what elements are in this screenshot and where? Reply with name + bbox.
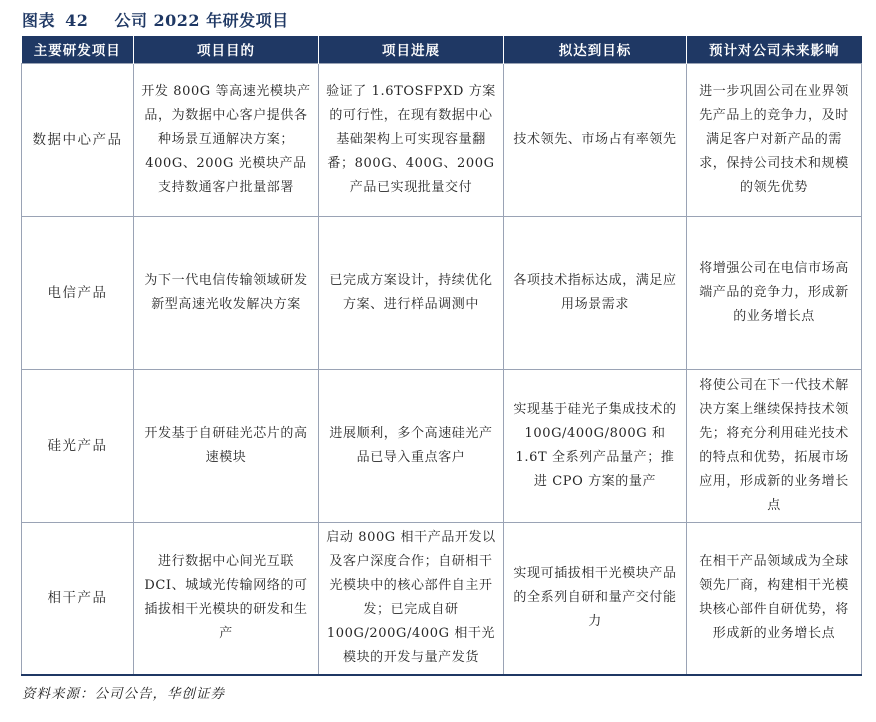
cell-target: 实现基于硅光子集成技术的 100G/400G/800G 和 1.6T 全系列产品量产；推进 CPO 方案的量产 [504,369,687,522]
cell-progress: 启动 800G 相干产品开发以及客户深度合作；自研相干光模块中的核心部件自主开发；已完成自研 100G/200G/400G 相干光模块的开发与量产发货 [319,522,504,675]
cell-impact: 进一步巩固公司在业界领先产品上的竞争力，及时满足客户对新产品的需求，保持公司技术和规模的领先优势 [687,63,862,216]
table-header-row [22,36,862,63]
table [21,36,862,676]
cell-purpose: 开发 800G 等高速光模块产品，为数据中心客户提供各种场景互通解决方案；400G、200G 光模块产品支持数通客户批量部署 [134,63,319,216]
cell-category: 电信产品 [22,216,134,369]
figure-label: 图表 [22,11,56,30]
cell-target: 各项技术指标达成，满足应用场景需求 [504,216,687,369]
cell-impact: 将增强公司在电信市场高端产品的竞争力，形成新的业务增长点 [687,216,862,369]
header-progress: 项目进展 [319,36,504,63]
table-row [22,369,862,522]
cell-progress: 进展顺利，多个高速硅光产品已导入重点客户 [319,369,504,522]
header-target: 拟达到目标 [504,36,687,63]
figure-title [22,8,862,31]
table-row [22,216,862,369]
cell-purpose: 开发基于自研硅光芯片的高速模块 [134,369,319,522]
cell-category: 数据中心产品 [22,63,134,216]
table-row [22,63,862,216]
header-category: 主要研发项目 [22,36,134,63]
rd-projects-table [21,36,861,676]
cell-category: 相干产品 [22,522,134,675]
cell-impact: 将使公司在下一代技术解决方案上继续保持技术领先；将充分利用硅光技术的特点和优势，拓展市场应用，形成新的业务增长点 [687,369,862,522]
cell-impact: 在相干产品领域成为全球领先厂商，构建相干光模块核心部件自研优势，将形成新的业务增长点 [687,522,862,675]
cell-category: 硅光产品 [22,369,134,522]
cell-target: 实现可插拔相干光模块产品的全系列自研和量产交付能力 [504,522,687,675]
figure-number: 42 [65,11,89,30]
table-row [22,522,862,675]
cell-target: 技术领先、市场占有率领先 [504,63,687,216]
header-purpose: 项目目的 [134,36,319,63]
cell-purpose: 进行数据中心间光互联 DCI、城域光传输网络的可插拔相干光模块的研发和生产 [134,522,319,675]
figure-title-text: 公司 2022 年研发项目 [114,11,289,30]
cell-progress: 已完成方案设计，持续优化方案、进行样品调测中 [319,216,504,369]
source-note: 资料来源：公司公告，华创证券 [22,686,225,702]
cell-purpose: 为下一代电信传输领域研发新型高速光收发解决方案 [134,216,319,369]
header-impact: 预计对公司未来影响 [687,36,862,63]
cell-progress: 验证了 1.6TOSFPXD 方案的可行性，在现有数据中心基础架构上可实现容量翻番；800G、400G、200G 产品已实现批量交付 [319,63,504,216]
